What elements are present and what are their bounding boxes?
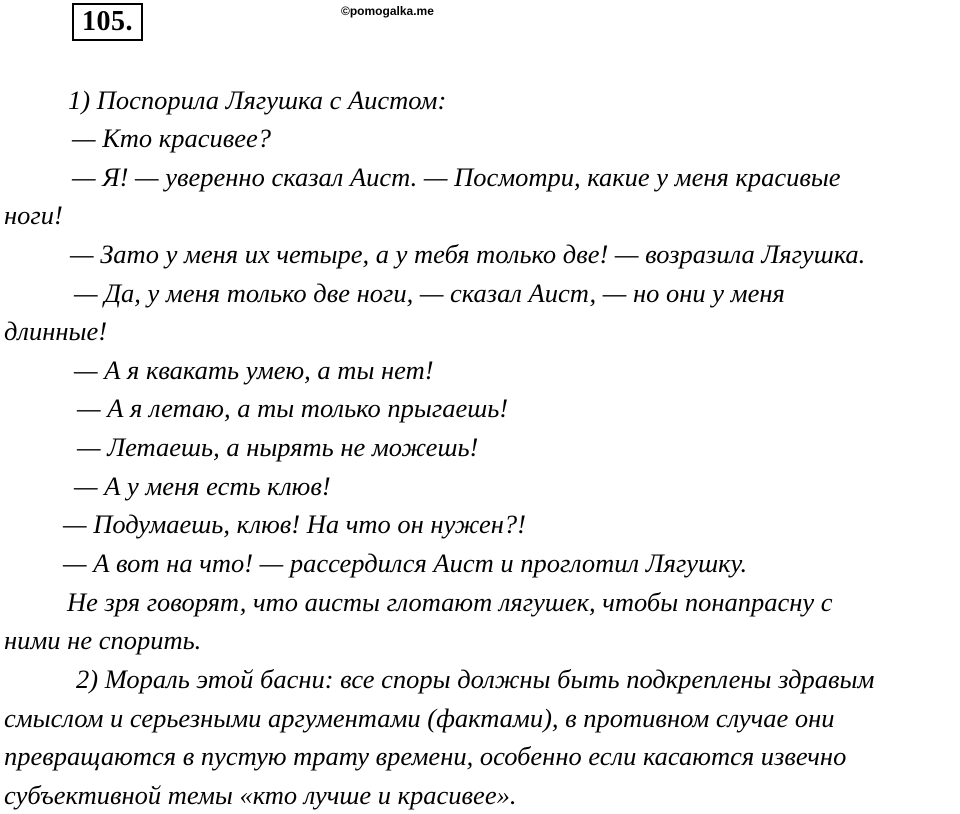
text-line: — Летаешь, а нырять не можешь! [77, 432, 479, 462]
text-line: субъективной темы «кто лучше и красивее». [4, 780, 517, 810]
text-line: — А у меня есть клюв! [74, 471, 331, 501]
text-line: Не зря говорят, что аисты глотают лягушек, чтобы понапрасну с [67, 587, 833, 617]
text-line: ними не спорить. [4, 625, 202, 655]
text-line: — А вот на что! — рассердился Аист и проглотил Лягушку. [63, 548, 748, 578]
watermark: ©pomogalka.me [341, 4, 434, 18]
text-line: — Я! — уверенно сказал Аист. — Посмотри, какие у меня красивые [72, 162, 841, 192]
text-line: 2) Мораль этой басни: все споры должны быть подкреплены здравым [76, 664, 875, 694]
text-line: — Подумаешь, клюв! На что он нужен?! [63, 509, 526, 539]
text-line: — Кто красивее? [72, 123, 271, 153]
text-line: — А я квакать умею, а ты нет! [74, 355, 434, 385]
text-line: — А я летаю, а ты только прыгаешь! [77, 393, 509, 423]
text-line: смыслом и серьезными аргументами (фактами), в противном случае они [4, 703, 835, 733]
text-line: превращаются в пустую трату времени, особенно если касаются извечно [4, 741, 847, 771]
exercise-number: 105. [72, 3, 143, 41]
text-line: 1) Поспорила Лягушка с Аистом: [68, 85, 447, 115]
text-line: — Да, у меня только две ноги, — сказал Аист, — но они у меня [74, 278, 785, 308]
text-line: длинные! [4, 316, 108, 346]
text-line: — Зато у меня их четыре, а у тебя только две! — возразила Лягушка. [70, 239, 866, 269]
text-line: ноги! [4, 200, 63, 230]
